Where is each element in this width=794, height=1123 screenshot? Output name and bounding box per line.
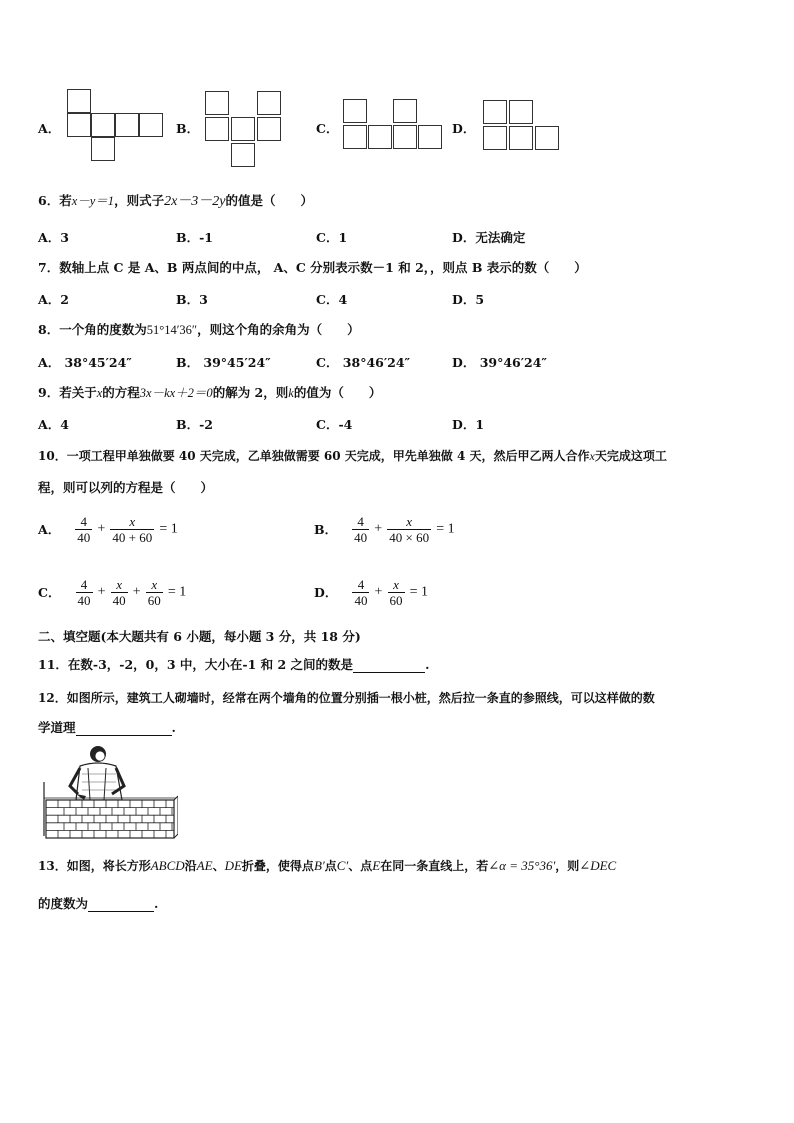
- q12-stem-line1: 12．如图所示，建筑工人砌墙时，经常在两个墙角的位置分别插一根小桩，然后拉一条直的参照线，可以这样做的数: [38, 691, 655, 705]
- q8-option-c: C． 38°46′24″: [316, 355, 411, 370]
- q9-option-a: A．4: [38, 417, 69, 432]
- q13-stem-line1: 13．如图，将长方形ABCD沿AE、DE折叠，使得点B′点C′、点E在同一条直线上，若∠α = 35°36′，则∠DEC: [38, 858, 617, 873]
- q11-answer-blank[interactable]: [353, 672, 425, 673]
- q7-option-a: A．2: [38, 292, 69, 307]
- q10-stem-line2: 程，则可以列的方程是（ ）: [38, 480, 214, 495]
- q9-option-d: D．1: [452, 417, 485, 432]
- q5-option-c-label: C．: [316, 121, 339, 136]
- q10-option-a: A． $\frac{4}{40}$ + $\frac{x}{40 + 60}$ = 1: [38, 514, 178, 545]
- q10-stem-line1: 10．一项工程甲单独做要 40 天完成，乙单独做需要 60 天完成，甲先单独做 4 天，然后甲乙两人合作x天完成这项工: [38, 449, 667, 463]
- q9-option-b: B．-2: [176, 417, 213, 432]
- bricklayer-illustration: [40, 744, 178, 840]
- q8-option-a: A． 38°45′24″: [38, 355, 132, 370]
- q11-stem: 11．在数-3，-2，0，3 中，大小在-1 和 2 之间的数是 .: [38, 657, 430, 672]
- q7-option-c: C．4: [316, 292, 348, 307]
- q13-answer-blank[interactable]: [88, 911, 154, 912]
- q5-option-b-label: B．: [176, 121, 200, 136]
- q6-stem: 6．若x－y＝1，则式子2x－3－2y的值是（ ）: [38, 193, 314, 209]
- q8-option-b: B． 39°45′24″: [176, 355, 271, 370]
- q6-option-c: C．1: [316, 230, 348, 245]
- q12-answer-blank[interactable]: [76, 735, 172, 736]
- q10-option-c: C． $\frac{4}{40}$ + $\frac{x}{40}$ + $\frac{x}{60}$ = 1: [38, 577, 187, 608]
- q6-option-a: A．3: [38, 230, 69, 245]
- q10-option-b: B． $\frac{4}{40}$ + $\frac{x}{40 \times 60}$ = 1: [314, 514, 455, 545]
- q8-option-d: D． 39°46′24″: [452, 355, 548, 370]
- q10-option-d: D． $\frac{4}{40}$ + $\frac{x}{60}$ = 1: [314, 577, 429, 608]
- q5-option-d-label: D．: [452, 121, 476, 136]
- q9-option-c: C．-4: [316, 417, 353, 432]
- q13-stem-line2: 的度数为 .: [38, 896, 159, 911]
- q6-option-b: B．-1: [176, 230, 213, 245]
- q8-stem: 8．一个角的度数为51°14′36″，则这个角的余角为（ ）: [38, 322, 360, 337]
- q5-option-a-label: A．: [38, 121, 61, 136]
- q7-option-b: B．3: [176, 292, 208, 307]
- q6-option-d: D．无法确定: [452, 230, 526, 245]
- q7-stem: 7．数轴上点 C 是 A、B 两点间的中点， A、C 分别表示数－1 和 2，，则点 B 表示的数（ ）: [38, 260, 587, 275]
- q7-option-d: D．5: [452, 292, 485, 307]
- section-heading: 二、填空题(本大题共有 6 小题，每小题 3 分，共 18 分): [38, 629, 361, 644]
- q9-stem: 9．若关于x的方程3x－kx＋2＝0的解为 2，则k的值为（ ）: [38, 385, 382, 400]
- q12-stem-line2: 学道理 .: [38, 720, 176, 735]
